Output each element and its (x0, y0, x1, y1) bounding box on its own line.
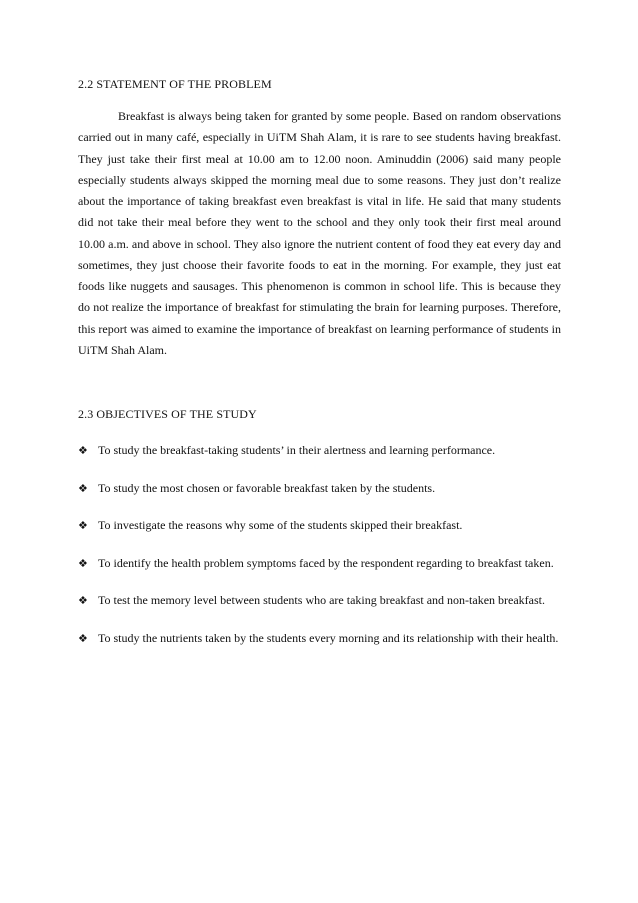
objective-text: To identify the health problem symptoms faced by the respondent regarding to breakfast taken. (98, 555, 554, 570)
section-heading-problem: 2.2 STATEMENT OF THE PROBLEM (78, 77, 272, 91)
objective-text: To investigate the reasons why some of the students skipped their breakfast. (98, 518, 463, 532)
objective-text: To study the nutrients taken by the students every morning and its relationship with their health. (98, 630, 559, 645)
diamond-bullet-icon: ❖ (78, 481, 88, 495)
objectives-list (78, 440, 561, 665)
objective-item (78, 478, 561, 500)
diamond-bullet-icon: ❖ (78, 631, 88, 645)
diamond-bullet-icon: ❖ (78, 594, 88, 607)
objective-item (78, 440, 561, 462)
objective-text: To study the breakfast-taking students’ in their alertness and learning performance. (98, 443, 496, 457)
problem-paragraph: Breakfast is always being taken for granted by some people. Based on random observations carried out in many café, especially in UiTM Shah Alam, it is rare to see students having breakfast. They just take their first meal at 10.00 am to 12.00 noon. Aminuddin (2006) said many people especially students always skipped the morning meal due to some reasons. They just don’t realize about the importance of taking breakfast even breakfast is vital in life. He said that many students did not take their meal before they went to the school and they only took their first meal around 10.00 a.m. and above in school. They also ignore the nutrient content of food they eat every day and sometimes, they just choose their favorite foods to eat in the morning. For example, they just eat foods like nuggets and sausages. This phenomenon is common in school life. This is because they do not realize the importance of breakfast for stimulating the brain for learning purposes. Therefore, this report was aimed to examine the importance of breakfast on learning performance of students in UiTM Shah Alam. (78, 109, 561, 357)
objective-item (78, 515, 561, 537)
objective-item (78, 590, 561, 612)
diamond-bullet-icon: ❖ (78, 556, 88, 570)
diamond-bullet-icon: ❖ (78, 519, 88, 532)
objective-text: To test the memory level between students who are taking breakfast and non-taken breakfast. (98, 593, 546, 607)
objective-item (78, 553, 561, 575)
objective-item (78, 628, 561, 650)
section-heading-objectives: 2.3 OBJECTIVES OF THE STUDY (78, 407, 257, 421)
objective-text: To study the most chosen or favorable breakfast taken by the students. (98, 480, 436, 495)
diamond-bullet-icon: ❖ (78, 444, 88, 457)
